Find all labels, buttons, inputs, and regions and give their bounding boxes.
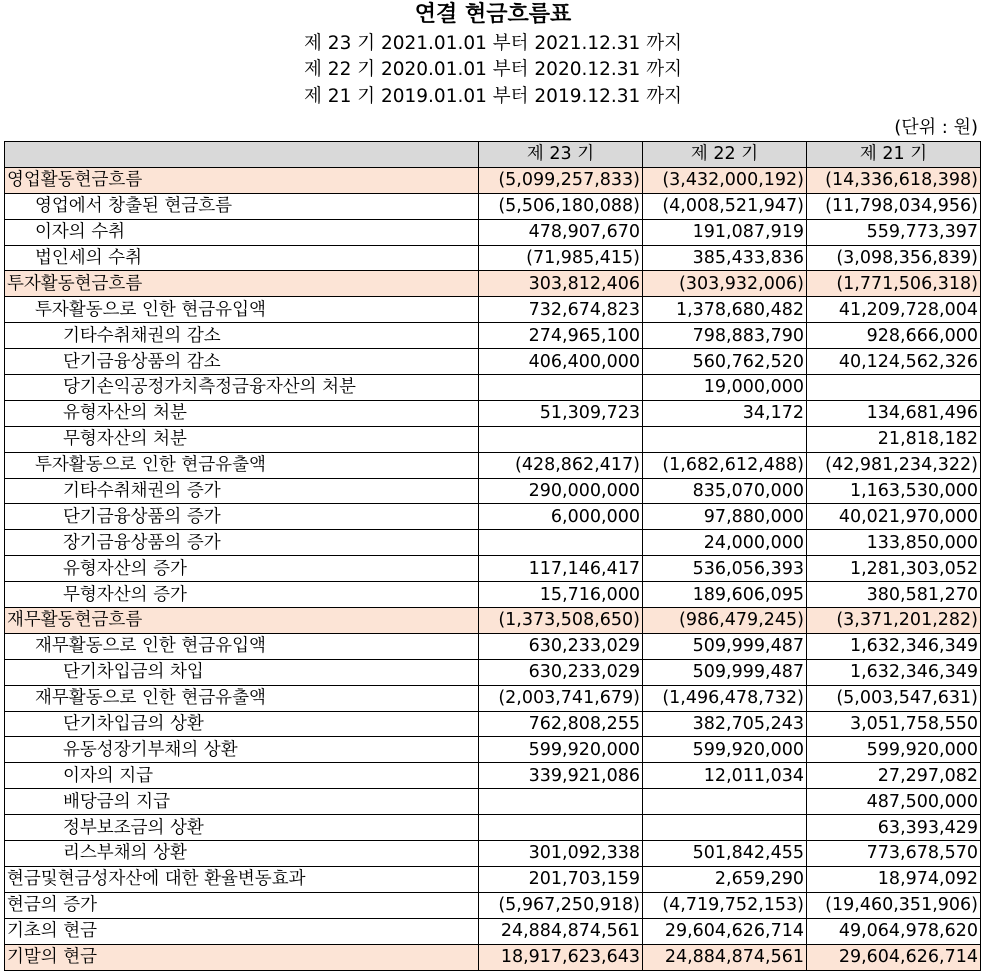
value-cell: 630,233,029 <box>479 659 643 685</box>
value-cell: 97,880,000 <box>643 504 807 530</box>
value-cell <box>479 375 643 401</box>
value-cell: 63,393,429 <box>807 815 981 841</box>
value-cell: 201,703,159 <box>479 866 643 892</box>
header-period-21: 제 21 기 <box>807 142 981 168</box>
value-cell: 509,999,487 <box>643 633 807 659</box>
table-row <box>5 763 981 789</box>
table-row <box>5 789 981 815</box>
value-cell: 1,378,680,482 <box>643 297 807 323</box>
row-label: 투자활동으로 인한 현금유출액 <box>5 452 479 478</box>
value-cell: 536,056,393 <box>643 556 807 582</box>
header-label-col <box>5 142 479 168</box>
value-cell: 630,233,029 <box>479 633 643 659</box>
value-cell: (11,798,034,956) <box>807 193 981 219</box>
value-cell: 798,883,790 <box>643 323 807 349</box>
value-cell: 274,965,100 <box>479 323 643 349</box>
value-cell: 29,604,626,714 <box>643 918 807 944</box>
row-label: 유동성장기부채의 상환 <box>5 737 479 763</box>
value-cell: 509,999,487 <box>643 659 807 685</box>
value-cell: (1,373,508,650) <box>479 608 643 634</box>
value-cell: (4,719,752,153) <box>643 892 807 918</box>
value-cell: 1,163,530,000 <box>807 478 981 504</box>
table-row <box>5 866 981 892</box>
value-cell: 29,604,626,714 <box>807 944 981 970</box>
value-cell: 27,297,082 <box>807 763 981 789</box>
table-row <box>5 323 981 349</box>
row-label: 법인세의 수취 <box>5 245 479 271</box>
row-label: 배당금의 지급 <box>5 789 479 815</box>
value-cell: (3,098,356,839) <box>807 245 981 271</box>
row-label: 유형자산의 처분 <box>5 400 479 426</box>
value-cell: 34,172 <box>643 400 807 426</box>
value-cell: 133,850,000 <box>807 530 981 556</box>
value-cell: (19,460,351,906) <box>807 892 981 918</box>
table-row <box>5 349 981 375</box>
table-row <box>5 271 981 297</box>
value-cell: (428,862,417) <box>479 452 643 478</box>
value-cell: 41,209,728,004 <box>807 297 981 323</box>
period-line-23: 제 23 기 2021.01.01 부터 2021.12.31 까지 <box>304 33 682 54</box>
row-label: 재무활동으로 인한 현금유출액 <box>5 685 479 711</box>
value-cell: 1,281,303,052 <box>807 556 981 582</box>
table-row <box>5 400 981 426</box>
table-row <box>5 944 981 970</box>
table-row <box>5 685 981 711</box>
cash-flow-table <box>4 141 981 971</box>
header-row <box>5 142 981 168</box>
value-cell: 762,808,255 <box>479 711 643 737</box>
value-cell: 24,000,000 <box>643 530 807 556</box>
row-label: 기타수취채권의 감소 <box>5 323 479 349</box>
row-label: 투자활동현금흐름 <box>5 271 479 297</box>
value-cell: 134,681,496 <box>807 400 981 426</box>
value-cell: (14,336,618,398) <box>807 167 981 193</box>
value-cell: (1,682,612,488) <box>643 452 807 478</box>
value-cell: 191,087,919 <box>643 219 807 245</box>
value-cell: 18,917,623,643 <box>479 944 643 970</box>
row-label: 무형자산의 증가 <box>5 582 479 608</box>
value-cell: 40,021,970,000 <box>807 504 981 530</box>
header-period-22: 제 22 기 <box>643 142 807 168</box>
value-cell: 599,920,000 <box>479 737 643 763</box>
row-label: 기초의 현금 <box>5 918 479 944</box>
value-cell: 301,092,338 <box>479 841 643 867</box>
row-label: 기말의 현금 <box>5 944 479 970</box>
row-label: 정부보조금의 상환 <box>5 815 479 841</box>
value-cell: 380,581,270 <box>807 582 981 608</box>
value-cell: 15,716,000 <box>479 582 643 608</box>
period-line-21: 제 21 기 2019.01.01 부터 2019.12.31 까지 <box>304 86 682 107</box>
value-cell: 487,500,000 <box>807 789 981 815</box>
value-cell: 2,659,290 <box>643 866 807 892</box>
table-row <box>5 375 981 401</box>
value-cell: 51,309,723 <box>479 400 643 426</box>
value-cell: (71,985,415) <box>479 245 643 271</box>
value-cell: 560,762,520 <box>643 349 807 375</box>
table-row <box>5 167 981 193</box>
value-cell: 478,907,670 <box>479 219 643 245</box>
value-cell <box>643 789 807 815</box>
statement-title: 연결 현금흐름표 <box>414 2 572 27</box>
value-cell: 24,884,874,561 <box>479 918 643 944</box>
value-cell <box>807 375 981 401</box>
value-cell: 599,920,000 <box>643 737 807 763</box>
value-cell: (2,003,741,679) <box>479 685 643 711</box>
value-cell: 303,812,406 <box>479 271 643 297</box>
row-label: 투자활동으로 인한 현금유입액 <box>5 297 479 323</box>
value-cell <box>643 815 807 841</box>
table-row <box>5 841 981 867</box>
period-line-22: 제 22 기 2020.01.01 부터 2020.12.31 까지 <box>304 59 682 80</box>
table-row <box>5 219 981 245</box>
value-cell: 928,666,000 <box>807 323 981 349</box>
value-cell <box>479 426 643 452</box>
value-cell: 21,818,182 <box>807 426 981 452</box>
table-row <box>5 245 981 271</box>
value-cell: (303,932,006) <box>643 271 807 297</box>
row-label: 현금의 증가 <box>5 892 479 918</box>
value-cell: 40,124,562,326 <box>807 349 981 375</box>
value-cell: 339,921,086 <box>479 763 643 789</box>
value-cell: 18,974,092 <box>807 866 981 892</box>
row-label: 단기금융상품의 증가 <box>5 504 479 530</box>
value-cell: (5,003,547,631) <box>807 685 981 711</box>
value-cell: 49,064,978,620 <box>807 918 981 944</box>
value-cell: 189,606,095 <box>643 582 807 608</box>
table-row <box>5 892 981 918</box>
row-label: 장기금융상품의 증가 <box>5 530 479 556</box>
value-cell: 1,632,346,349 <box>807 659 981 685</box>
value-cell: (42,981,234,322) <box>807 452 981 478</box>
value-cell: 117,146,417 <box>479 556 643 582</box>
header-period-23: 제 23 기 <box>479 142 643 168</box>
value-cell <box>479 815 643 841</box>
value-cell: 406,400,000 <box>479 349 643 375</box>
value-cell: 19,000,000 <box>643 375 807 401</box>
row-label: 이자의 지급 <box>5 763 479 789</box>
table-row <box>5 633 981 659</box>
value-cell: (5,967,250,918) <box>479 892 643 918</box>
value-cell: 385,433,836 <box>643 245 807 271</box>
row-label: 이자의 수취 <box>5 219 479 245</box>
value-cell: (986,479,245) <box>643 608 807 634</box>
table-row <box>5 556 981 582</box>
value-cell: 3,051,758,550 <box>807 711 981 737</box>
value-cell: (1,496,478,732) <box>643 685 807 711</box>
table-row <box>5 530 981 556</box>
row-label: 무형자산의 처분 <box>5 426 479 452</box>
row-label: 단기차입금의 상환 <box>5 711 479 737</box>
value-cell: 1,632,346,349 <box>807 633 981 659</box>
row-label: 현금및현금성자산에 대한 환율변동효과 <box>5 866 479 892</box>
table-row <box>5 478 981 504</box>
row-label: 재무활동현금흐름 <box>5 608 479 634</box>
value-cell: 559,773,397 <box>807 219 981 245</box>
table-row <box>5 815 981 841</box>
value-cell <box>643 426 807 452</box>
row-label: 당기손익공정가치측정금융자산의 처분 <box>5 375 479 401</box>
row-label: 단기차입금의 차입 <box>5 659 479 685</box>
row-label: 영업활동현금흐름 <box>5 167 479 193</box>
value-cell: (3,432,000,192) <box>643 167 807 193</box>
value-cell: 835,070,000 <box>643 478 807 504</box>
value-cell: (5,506,180,088) <box>479 193 643 219</box>
row-label: 단기금융상품의 감소 <box>5 349 479 375</box>
value-cell: (4,008,521,947) <box>643 193 807 219</box>
value-cell: 773,678,570 <box>807 841 981 867</box>
row-label: 리스부채의 상환 <box>5 841 479 867</box>
value-cell: (3,371,201,282) <box>807 608 981 634</box>
value-cell: 599,920,000 <box>807 737 981 763</box>
table-row <box>5 918 981 944</box>
table-row <box>5 608 981 634</box>
row-label: 영업에서 창출된 현금흐름 <box>5 193 479 219</box>
row-label: 재무활동으로 인한 현금유입액 <box>5 633 479 659</box>
table-row <box>5 426 981 452</box>
row-label: 기타수취채권의 증가 <box>5 478 479 504</box>
table-row <box>5 193 981 219</box>
value-cell: 290,000,000 <box>479 478 643 504</box>
table-row <box>5 737 981 763</box>
unit-label: (단위 : 원) <box>894 117 978 138</box>
table-row <box>5 582 981 608</box>
table-row <box>5 659 981 685</box>
value-cell: 24,884,874,561 <box>643 944 807 970</box>
table-row <box>5 504 981 530</box>
value-cell: 12,011,034 <box>643 763 807 789</box>
value-cell: 732,674,823 <box>479 297 643 323</box>
value-cell <box>479 789 643 815</box>
table-row <box>5 452 981 478</box>
value-cell: (5,099,257,833) <box>479 167 643 193</box>
value-cell: 6,000,000 <box>479 504 643 530</box>
table-row <box>5 297 981 323</box>
value-cell: (1,771,506,318) <box>807 271 981 297</box>
row-label: 유형자산의 증가 <box>5 556 479 582</box>
value-cell: 382,705,243 <box>643 711 807 737</box>
value-cell: 501,842,455 <box>643 841 807 867</box>
value-cell <box>479 530 643 556</box>
table-row <box>5 711 981 737</box>
